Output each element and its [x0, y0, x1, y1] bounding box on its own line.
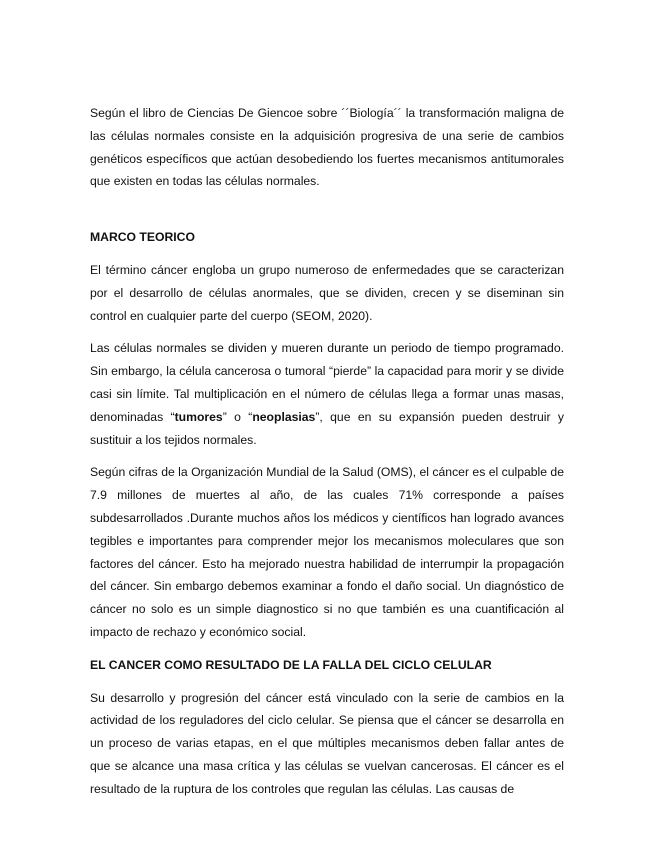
marco-paragraph-2: [90, 337, 564, 451]
intro-paragraph: Según el libro de Ciencias De Giencoe sobre ´´Biología´´ la transformación maligna de las células normales consiste en la adquisición progresiva de una serie de cambios genéticos específicos que actúan desobediendo los fuertes mecanismos antitumorales que existen en todas las células normales.: [90, 106, 564, 189]
document-body: [90, 102, 564, 801]
term-neoplasias: neoplasias: [252, 409, 316, 424]
section-heading-falla-ciclo-celular: EL CANCER COMO RESULTADO DE LA FALLA DEL CICLO CELULAR: [90, 657, 492, 672]
section-heading-marco-teorico: MARCO TEORICO: [90, 230, 195, 245]
falla-paragraph-1: Su desarrollo y progresión del cáncer está vinculado con la serie de cambios en la actividad de los reguladores del ciclo celular. Se piensa que el cáncer se desarrolla en un proceso de varias etapas, en el que múltiples mecanismos deben fallar antes de que se alcance una masa crítica y las células se vuelvan cancerosas. El cáncer es el resultado de la ruptura de los controles que regulan las células. Las causas de: [90, 690, 564, 796]
marco-paragraph-2-text-c: ”, que en su expansión pueden destruir y sustituir a los tejidos normales.: [90, 409, 565, 447]
marco-paragraph-3: Según cifras de la Organización Mundial de la Salud (OMS), el cáncer es el culpable de 7.9 millones de muertes al año, de las cuales 71% corresponde a países subdesarrollados .Durante muchos años los médicos y científicos han logrado avances tegibles e importantes para comprender mejor los mecanismos moleculares que son factores del cáncer. Esto ha mejorado nuestra habilidad de interrumpir la propagación del cáncer. Sin embargo debemos examinar a fondo el daño social. Un diagnóstico de cáncer no solo es un simple diagnostico si no que también es una cuantificación al impacto de rechazo y económico social.: [90, 465, 564, 639]
term-tumores: tumores: [174, 409, 223, 424]
marco-paragraph-2-text-b: ” o “: [222, 409, 253, 424]
marco-paragraph-2-text-a: Las células normales se dividen y mueren durante un periodo de tiempo programado. Sin embargo, la célula cancerosa o tumoral “pierde” la capacidad para morir y se divide casi sin límite. Tal multiplicación en el número de células llega a formar unas masas, denominadas “: [90, 341, 564, 424]
marco-paragraph-1: El término cáncer engloba un grupo numeroso de enfermedades que se caracterizan por el desarrollo de células anormales, que se dividen, crecen y se diseminan sin control en cualquier parte del cuerpo (SEOM, 2020).: [90, 262, 564, 323]
